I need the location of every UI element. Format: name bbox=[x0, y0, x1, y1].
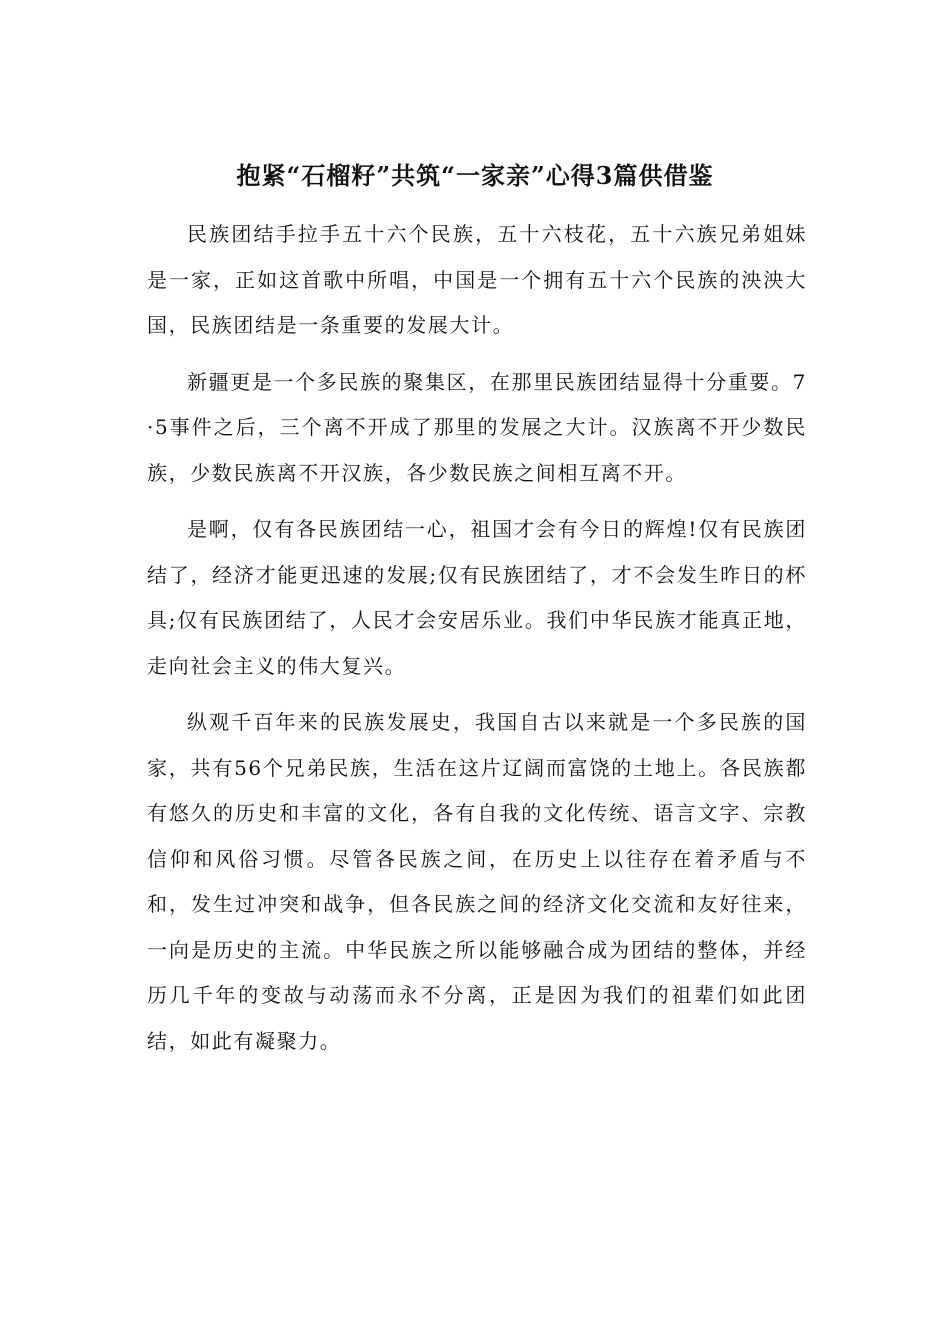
document-body bbox=[147, 212, 807, 1075]
paragraph-1: 民族团结手拉手五十六个民族，五十六枝花，五十六族兄弟姐妹是一家，正如这首歌中所唱，中国是一个拥有五十六个民族的泱泱大国，民族团结是一条重要的发展大计。 bbox=[147, 222, 807, 337]
document-title: 抱紧“石榴籽”共筑“一家亲”心得3篇供借鉴 bbox=[236, 161, 714, 190]
paragraph-4: 纵观千百年来的民族发展史，我国自古以来就是一个多民族的国家，共有56个兄弟民族，生活在这片辽阔而富饶的土地上。各民族都有悠久的历史和丰富的文化，各有自我的文化传统、语言文字、宗教信仰和风俗习惯。尽管各民族之间，在历史上以往存在着矛盾与不和，发生过冲突和战争，但各民族之间的经济文化交流和友好往来，一向是历史的主流。中华民族之所以能够融合成为团结的整体，并经历几千年的变故与动荡而永不分离，正是因为我们的祖辈们如此团结，如此有凝聚力。 bbox=[147, 710, 807, 1053]
paragraph-2: 新疆更是一个多民族的聚集区，在那里民族团结显得十分重要。7·5事件之后，三个离不开成了那里的发展之大计。汉族离不开少数民族，少数民族离不开汉族，各少数民族之间相互离不开。 bbox=[147, 369, 807, 485]
paragraph-3: 是啊，仅有各民族团结一心，祖国才会有今日的辉煌!仅有民族团结了，经济才能更迅速的发展;仅有民族团结了，才不会发生昨日的杯具;仅有民族团结了，人民才会安居乐业。我们中华民族才能真正地，走向社会主义的伟大复兴。 bbox=[147, 517, 807, 678]
